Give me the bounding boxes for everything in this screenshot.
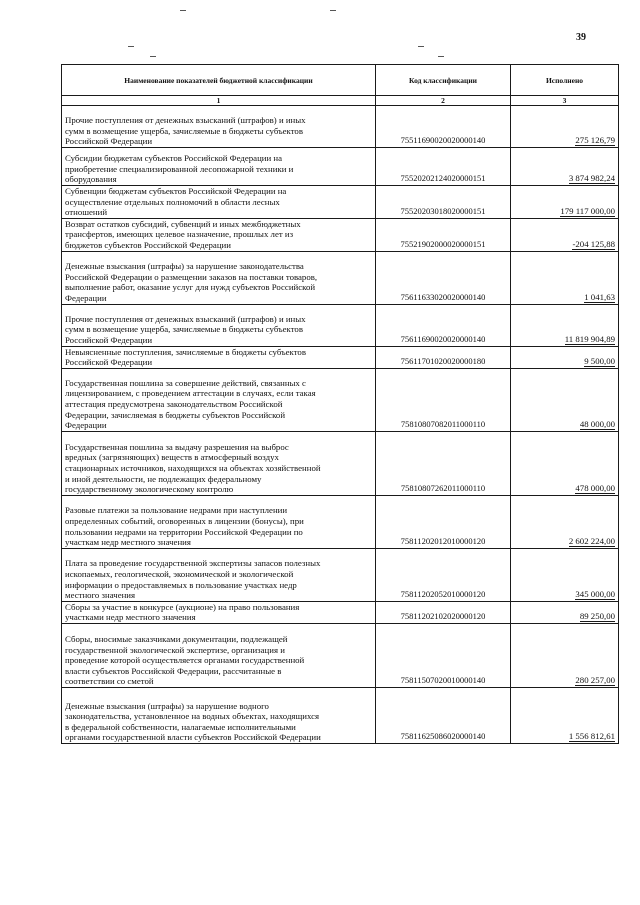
table-row bbox=[62, 148, 619, 186]
executed-value-cell bbox=[511, 548, 619, 601]
executed-value: 1 556 812,61 bbox=[568, 730, 615, 741]
indicator-name-cell: Сборы за участие в конкурсе (аукционе) на право пользования участками недр местного значения bbox=[62, 601, 376, 623]
scan-mark bbox=[150, 56, 156, 57]
indicator-name-cell: Денежные взыскания (штрафы) за нарушение законодательства Российской Федерации о размещении заказов на поставки товаров, выполнение работ, оказание услуг для нужд субъектов Российской Федерации bbox=[62, 251, 376, 304]
header-classification-code: Код классификации bbox=[376, 65, 511, 96]
executed-value: 9 500,00 bbox=[584, 355, 615, 366]
classification-code-cell: 75811202102020000120 bbox=[376, 601, 511, 623]
classification-code-cell: 75520203018020000151 bbox=[376, 186, 511, 219]
executed-value-cell bbox=[511, 495, 619, 548]
executed-value-cell bbox=[511, 304, 619, 346]
table-row bbox=[62, 304, 619, 346]
budget-classification-table bbox=[61, 64, 619, 744]
table-row bbox=[62, 601, 619, 623]
indicator-name-cell: Невыясненные поступления, зачисляемые в бюджеты субъектов Российской Федерации bbox=[62, 346, 376, 368]
page-number: 39 bbox=[576, 32, 586, 43]
indicator-name-cell: Государственная пошлина за выдачу разрешения на выброс вредных (загрязняющих) веществ в атмосферный воздух стационарных источников, находящихся на объектах хозяйственной и иной деятельности, не подлежащих федеральному государственному экологическому контролю bbox=[62, 431, 376, 495]
executed-value: 179 117 000,00 bbox=[560, 205, 615, 216]
table-row bbox=[62, 186, 619, 219]
executed-value: 11 819 904,89 bbox=[564, 333, 615, 344]
classification-code-cell: 75511690020020000140 bbox=[376, 106, 511, 148]
executed-value-cell bbox=[511, 218, 619, 251]
executed-value: -204 125,88 bbox=[572, 238, 615, 249]
executed-value-cell bbox=[511, 601, 619, 623]
executed-value: 3 874 982,24 bbox=[568, 173, 615, 183]
indicator-name-cell: Плата за проведение государственной экспертизы запасов полезных ископаемых, геологической, экономической и экологической информации о предоставляемых в пользование участках недр местного значения bbox=[62, 548, 376, 601]
classification-code-cell: 75811202012010000120 bbox=[376, 495, 511, 548]
executed-value-cell bbox=[511, 186, 619, 219]
table-header-row bbox=[62, 65, 619, 96]
executed-value: 48 000,00 bbox=[579, 418, 615, 429]
classification-code-cell: 75810807082011000110 bbox=[376, 368, 511, 431]
column-number-row bbox=[62, 96, 619, 106]
executed-value-cell bbox=[511, 368, 619, 431]
executed-value: 280 257,00 bbox=[575, 674, 615, 685]
executed-value: 478 000,00 bbox=[575, 482, 615, 493]
column-number: 2 bbox=[376, 96, 511, 106]
indicator-name-cell: Возврат остатков субсидий, субвенций и иных межбюджетных трансфертов, имеющих целевое назначение, прошлых лет из бюджетов субъектов Российской Федерации bbox=[62, 218, 376, 251]
indicator-name-cell: Прочие поступления от денежных взысканий (штрафов) и иных сумм в возмещение ущерба, зачисляемые в бюджеты субъектов Российской Федерации bbox=[62, 106, 376, 148]
classification-code-cell: 75520202124020000151 bbox=[376, 148, 511, 186]
indicator-name-cell: Субсидии бюджетам субъектов Российской Федерации на приобретение специализированной лесопожарной техники и оборудования bbox=[62, 148, 376, 186]
indicator-name-cell: Разовые платежи за пользование недрами при наступлении определенных событий, оговоренных в лицензии (бонусы), при пользовании недрами на территории Российской Федерации по участкам недр местного значения bbox=[62, 495, 376, 548]
table-row bbox=[62, 687, 619, 743]
classification-code-cell: 75811625086020000140 bbox=[376, 687, 511, 743]
executed-value-cell bbox=[511, 431, 619, 495]
executed-value-cell bbox=[511, 623, 619, 687]
executed-value: 345 000,00 bbox=[575, 588, 615, 599]
indicator-name-cell: Денежные взыскания (штрафы) за нарушение водного законодательства, установленное на водных объектах, находящихся в федеральной собственности, налагаемые исполнительными органами государственной власти субъектов Российской Федерации bbox=[62, 687, 376, 743]
scan-mark bbox=[418, 46, 424, 47]
table-row bbox=[62, 495, 619, 548]
scan-mark bbox=[330, 10, 336, 11]
executed-value-cell bbox=[511, 346, 619, 368]
scan-mark bbox=[180, 10, 186, 11]
table-row bbox=[62, 251, 619, 304]
executed-value-cell bbox=[511, 687, 619, 743]
table-row bbox=[62, 106, 619, 148]
table-row bbox=[62, 218, 619, 251]
classification-code-cell: 75810807262011000110 bbox=[376, 431, 511, 495]
classification-code-cell: 75611690020020000140 bbox=[376, 304, 511, 346]
indicator-name-cell: Субвенции бюджетам субъектов Российской Федерации на осуществление отдельных полномочий в области лесных отношений bbox=[62, 186, 376, 219]
classification-code-cell: 75521902000020000151 bbox=[376, 218, 511, 251]
scan-mark bbox=[128, 46, 134, 47]
table-row bbox=[62, 548, 619, 601]
executed-value: 275 126,79 bbox=[575, 135, 615, 145]
column-number: 3 bbox=[511, 96, 619, 106]
executed-value-cell bbox=[511, 148, 619, 186]
executed-value-cell bbox=[511, 251, 619, 304]
table-body bbox=[62, 106, 619, 744]
table-row bbox=[62, 368, 619, 431]
table-row bbox=[62, 431, 619, 495]
classification-code-cell: 75811507020010000140 bbox=[376, 623, 511, 687]
indicator-name-cell: Государственная пошлина за совершение действий, связанных с лицензированием, с проведением аттестации в случаях, если такая аттестация предусмотрена законодательством Российской Федерации, зачисляемая в бюджеты субъектов Российской Федерации bbox=[62, 368, 376, 431]
scan-mark bbox=[438, 56, 444, 57]
executed-value: 2 602 224,00 bbox=[568, 535, 615, 546]
executed-value-cell bbox=[511, 106, 619, 148]
header-indicator-name: Наименование показателей бюджетной классификации bbox=[62, 65, 376, 96]
header-executed: Исполнено bbox=[511, 65, 619, 96]
indicator-name-cell: Прочие поступления от денежных взысканий (штрафов) и иных сумм в возмещение ущерба, зачисляемые в бюджеты субъектов Российской Федерации bbox=[62, 304, 376, 346]
executed-value: 89 250,00 bbox=[579, 610, 615, 621]
table-row bbox=[62, 623, 619, 687]
classification-code-cell: 75611701020020000180 bbox=[376, 346, 511, 368]
indicator-name-cell: Сборы, вносимые заказчиками документации, подлежащей государственной экологической экспертизе, организация и проведение которой осуществляется органами государственной власти субъектов Российской Федерации, рассчитанные в соответствии со сметой bbox=[62, 623, 376, 687]
executed-value: 1 041,63 bbox=[584, 291, 615, 302]
column-number: 1 bbox=[62, 96, 376, 106]
classification-code-cell: 75611633020020000140 bbox=[376, 251, 511, 304]
classification-code-cell: 75811202052010000120 bbox=[376, 548, 511, 601]
table-row bbox=[62, 346, 619, 368]
